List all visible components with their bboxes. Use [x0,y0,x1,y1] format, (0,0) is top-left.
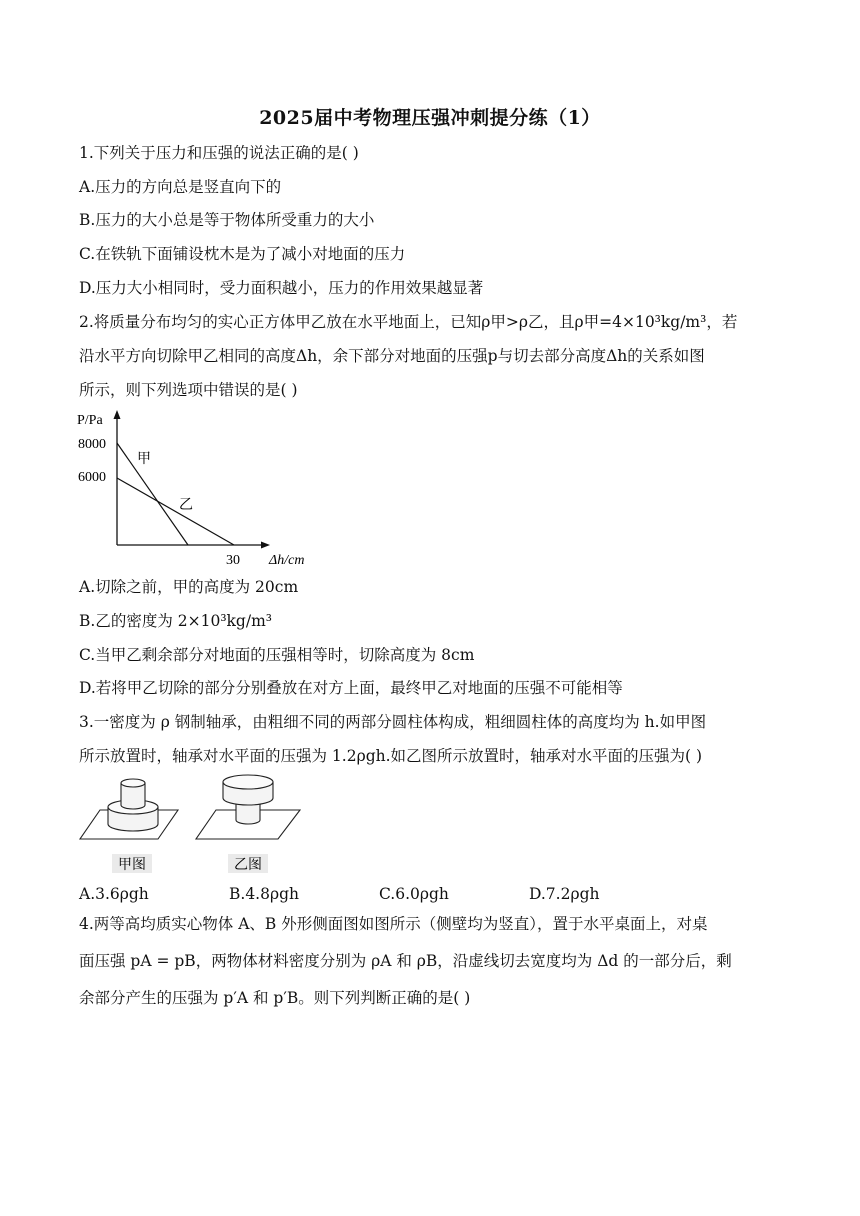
q2-option-b: B.乙的密度为 2×10³kg/m³ [79,612,272,630]
q1-stem: 1.下列关于压力和压强的说法正确的是( ) [79,144,359,162]
y-axis-arrow [114,410,121,419]
yi-caption: 乙图 [234,858,262,873]
q3-option-d: D.7.2ρgh [529,885,600,903]
jia-small-top [121,779,145,787]
q4-stem-line3: 余部分产生的压强为 p′A 和 p′B。则下列判断正确的是( ) [79,989,471,1007]
yi-large-top [223,775,273,789]
q1-option-d: D.压力大小相同时，受力面积越小，压力的作用效果越显著 [79,279,484,297]
x-axis-arrow [261,542,270,549]
q3-bearing-figure [78,772,302,876]
series-yi-line [117,478,234,545]
series-yi-label: 乙 [179,498,193,513]
q4-stem-line2: 面压强 pA = pB，两物体材料密度分别为 ρA 和 ρB，沿虚线切去宽度均为 Δd 的一部分后，剩 [79,952,732,970]
x-tick-30: 30 [226,553,240,568]
x-axis-label: Δh/cm [269,553,305,568]
q2-stem-line2: 沿水平方向切除甲乙相同的高度Δh，余下部分对地面的压强p与切去部分高度Δh的关系如图 [79,347,705,365]
q3-option-b: B.4.8ρgh [229,885,299,903]
q2-option-c: C.当甲乙剩余部分对地面的压强相等时，切除高度为 8cm [79,646,475,664]
q2-stem-line1: 2.将质量分布均匀的实心正方体甲乙放在水平地面上，已知ρ甲>ρ乙，且ρ甲=4×10³kg/m³，若 [79,313,738,331]
q1-option-b: B.压力的大小总是等于物体所受重力的大小 [79,211,375,229]
y-tick-6000: 6000 [78,470,106,485]
y-axis-label: P/Pa [77,413,103,428]
q3-option-c: C.6.0ρgh [379,885,449,903]
q1-option-c: C.在铁轨下面铺设枕木是为了减小对地面的压力 [79,245,406,263]
q3-stem-line2: 所示放置时，轴承对水平面的压强为 1.2ρgh.如乙图所示放置时，轴承对水平面的压强为( ) [79,747,703,765]
jia-caption: 甲图 [118,858,146,873]
q3-option-a: A.3.6ρgh [79,885,149,903]
q2-pressure-graph [74,406,324,572]
document-title: 2025届中考物理压强冲刺提分练（1） [259,107,601,129]
q1-option-a: A.压力的方向总是竖直向下的 [79,178,282,196]
series-jia-line [117,443,188,545]
q2-stem-line3: 所示，则下列选项中错误的是( ) [79,381,298,399]
series-jia-label: 甲 [137,452,151,467]
q2-option-a: A.切除之前，甲的高度为 20cm [79,578,299,596]
y-tick-8000: 8000 [78,437,106,452]
q3-stem-line1: 3.一密度为 ρ 钢制轴承，由粗细不同的两部分圆柱体构成，粗细圆柱体的高度均为 h.如甲图 [79,713,707,731]
q2-option-d: D.若将甲乙切除的部分分别叠放在对方上面，最终甲乙对地面的压强不可能相等 [79,679,623,697]
q4-stem-line1: 4.两等高均质实心物体 A、B 外形侧面图如图所示（侧壁均为竖直），置于水平桌面上，对桌 [79,915,708,933]
